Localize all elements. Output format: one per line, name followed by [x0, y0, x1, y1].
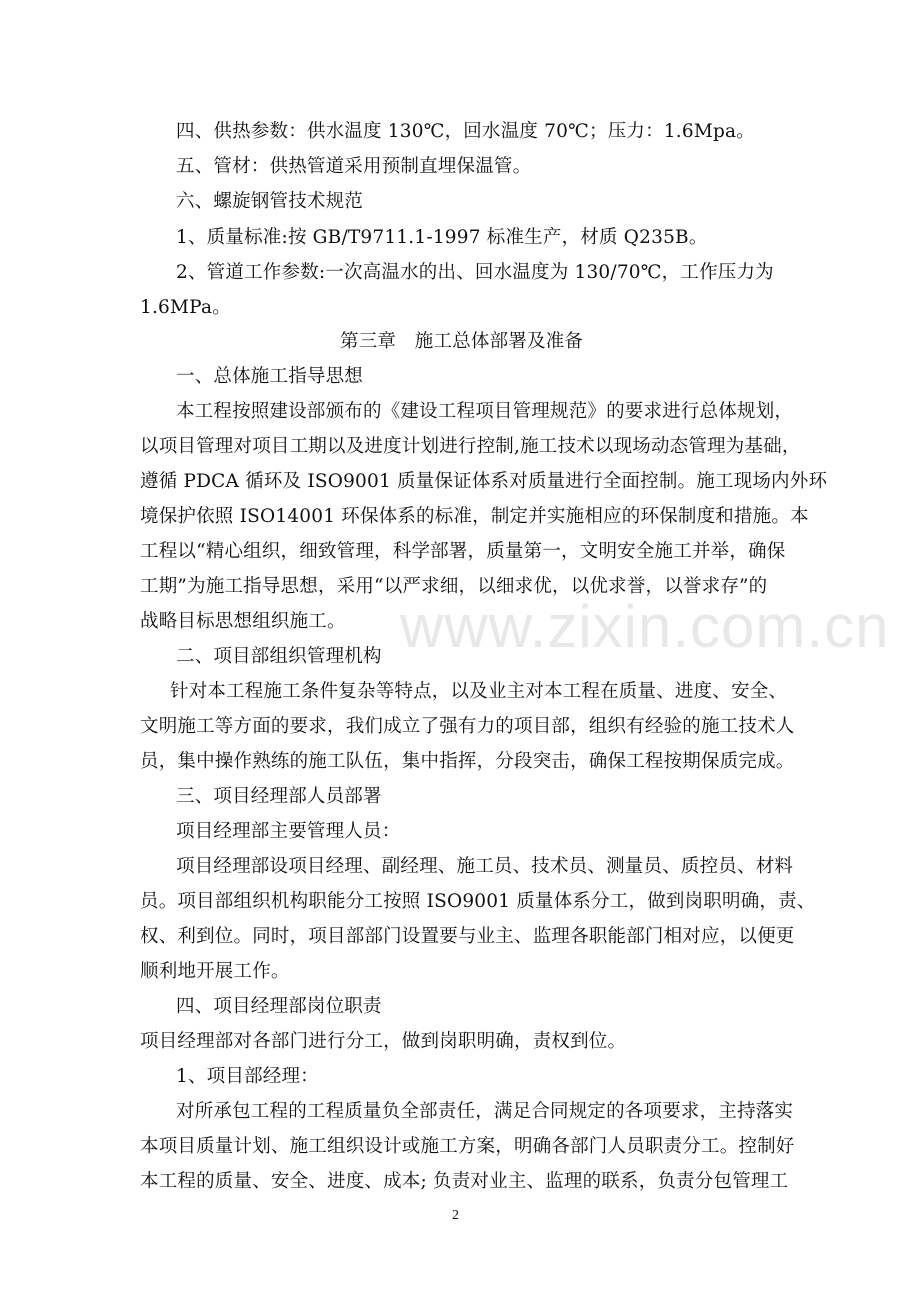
text-line: 权、利到位。同时，项目部部门设置要与业主、监理各职能部门相对应，以便更 [140, 926, 795, 947]
chapter-heading: 第三章 施工总体部署及准备 [340, 331, 584, 352]
text-line: 员。项目部组织机构职能分工按照 ISO9001 质量体系分工，做到岗职明确，责、 [140, 891, 816, 912]
section-heading: 三、项目经理部人员部署 [176, 786, 382, 807]
text-line: 以项目管理对项目工期以及进度计划进行控制,施工技术以现场动态管理为基础， [140, 436, 801, 457]
text-line: 1、项目部经理： [176, 1066, 319, 1087]
text-line: 境保护依照 ISO14001 环保体系的标准，制定并实施相应的环保制度和措施。本 [140, 506, 809, 527]
text-line: 1、质量标准:按 GB/T9711.1-1997 标准生产，材质 Q235B。 [176, 227, 708, 248]
watermark: www.zixin.com.cn [400, 593, 890, 660]
text-line: 员，集中操作熟练的施工队伍，集中指挥，分段突击，确保工程按期保质完成。 [140, 751, 795, 772]
section-heading: 四、项目经理部岗位职责 [176, 996, 382, 1017]
text-line: 工期”为施工指导思想，采用“以严求细，以细求优，以优求誉，以誉求存”的 [140, 576, 768, 597]
text-line: 遵循 PDCA 循环及 ISO9001 质量保证体系对质量进行全面控制。施工现场内外环 [140, 471, 828, 492]
text-line: 本项目质量计划、施工组织设计或施工方案，明确各部门人员职责分工。控制好 [140, 1136, 795, 1157]
text-line: 项目经理部对各部门进行分工，做到岗职明确，责权到位。 [140, 1031, 627, 1052]
text-line: 本工程的质量、安全、进度、成本; 负责对业主、监理的联系，负责分包管理工 [140, 1171, 789, 1192]
text-line: 工程以“精心组织，细致管理，科学部署，质量第一，文明安全施工并举，确保 [140, 541, 786, 562]
text-line: 2、管道工作参数:一次高温水的出、回水温度为 130/70℃，工作压力为 [176, 262, 774, 283]
text-line: 五、管材：供热管道采用预制直埋保温管。 [176, 156, 532, 177]
text-line: 1.6MPa。 [140, 297, 231, 318]
text-line: 项目经理部设项目经理、副经理、施工员、技术员、测量员、质控员、材料 [176, 856, 794, 877]
text-line: 针对本工程施工条件复杂等特点，以及业主对本工程在质量、进度、安全、 [170, 681, 788, 702]
page-number: 2 [452, 1208, 459, 1223]
text-line: 本工程按照建设部颁布的《建设工程项目管理规范》的要求进行总体规划， [176, 401, 794, 422]
text-line: 项目经理部主要管理人员： [176, 821, 401, 842]
text-line: 文明施工等方面的要求，我们成立了强有力的项目部，组织有经验的施工技术人 [140, 716, 795, 737]
text-line: 六、螺旋钢管技术规范 [176, 191, 364, 212]
text-line: 对所承包工程的工程质量负全部责任，满足合同规定的各项要求，主持落实 [176, 1101, 794, 1122]
text-line: 顺利地开展工作。 [140, 961, 290, 982]
text-line: 战略目标思想组织施工。 [140, 611, 346, 632]
text-line: 四、供热参数：供水温度 130℃，回水温度 70℃；压力：1.6Mpa。 [176, 121, 755, 142]
section-heading: 一、总体施工指导思想 [176, 366, 364, 387]
section-heading: 二、项目部组织管理机构 [176, 646, 382, 667]
